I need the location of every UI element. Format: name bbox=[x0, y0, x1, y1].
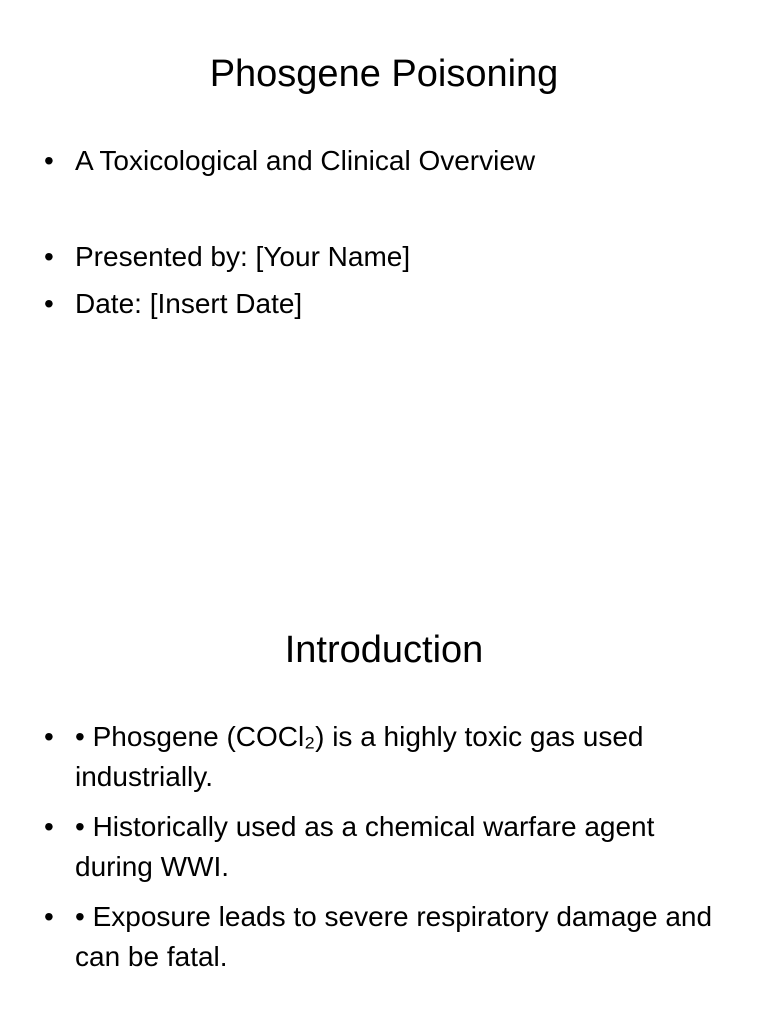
bullet-text: • Exposure leads to severe respiratory damage and can be fatal. bbox=[75, 901, 713, 972]
bullet-text: Presented by: [Your Name] bbox=[75, 241, 411, 272]
slide-introduction bbox=[0, 576, 768, 1024]
slide-title-heading: Introduction bbox=[284, 629, 484, 671]
bullet-text: • Historically used as a chemical warfare agent during WWI. bbox=[75, 811, 655, 882]
bullet-marker: • bbox=[44, 811, 54, 842]
bullet-item bbox=[0, 238, 768, 275]
bullet-marker: • bbox=[44, 241, 54, 272]
bullet-text: • Phosgene (COCl₂) is a highly toxic gas used industrially. bbox=[75, 721, 644, 792]
slide-bullet-list bbox=[0, 717, 768, 987]
bullet-marker: • bbox=[44, 145, 54, 176]
bullet-item bbox=[0, 717, 768, 797]
bullet-marker: • bbox=[44, 721, 54, 752]
bullet-item bbox=[0, 285, 768, 322]
bullet-item bbox=[0, 142, 768, 179]
bullet-marker: • bbox=[44, 288, 54, 319]
bullet-marker: • bbox=[44, 901, 54, 932]
bullet-text: Date: [Insert Date] bbox=[75, 288, 303, 319]
bullet-item bbox=[0, 807, 768, 887]
bullet-item bbox=[0, 897, 768, 977]
slide-title-heading: Phosgene Poisoning bbox=[209, 53, 559, 95]
bullet-text: A Toxicological and Clinical Overview bbox=[75, 145, 536, 176]
slide-bullet-list bbox=[0, 142, 768, 322]
